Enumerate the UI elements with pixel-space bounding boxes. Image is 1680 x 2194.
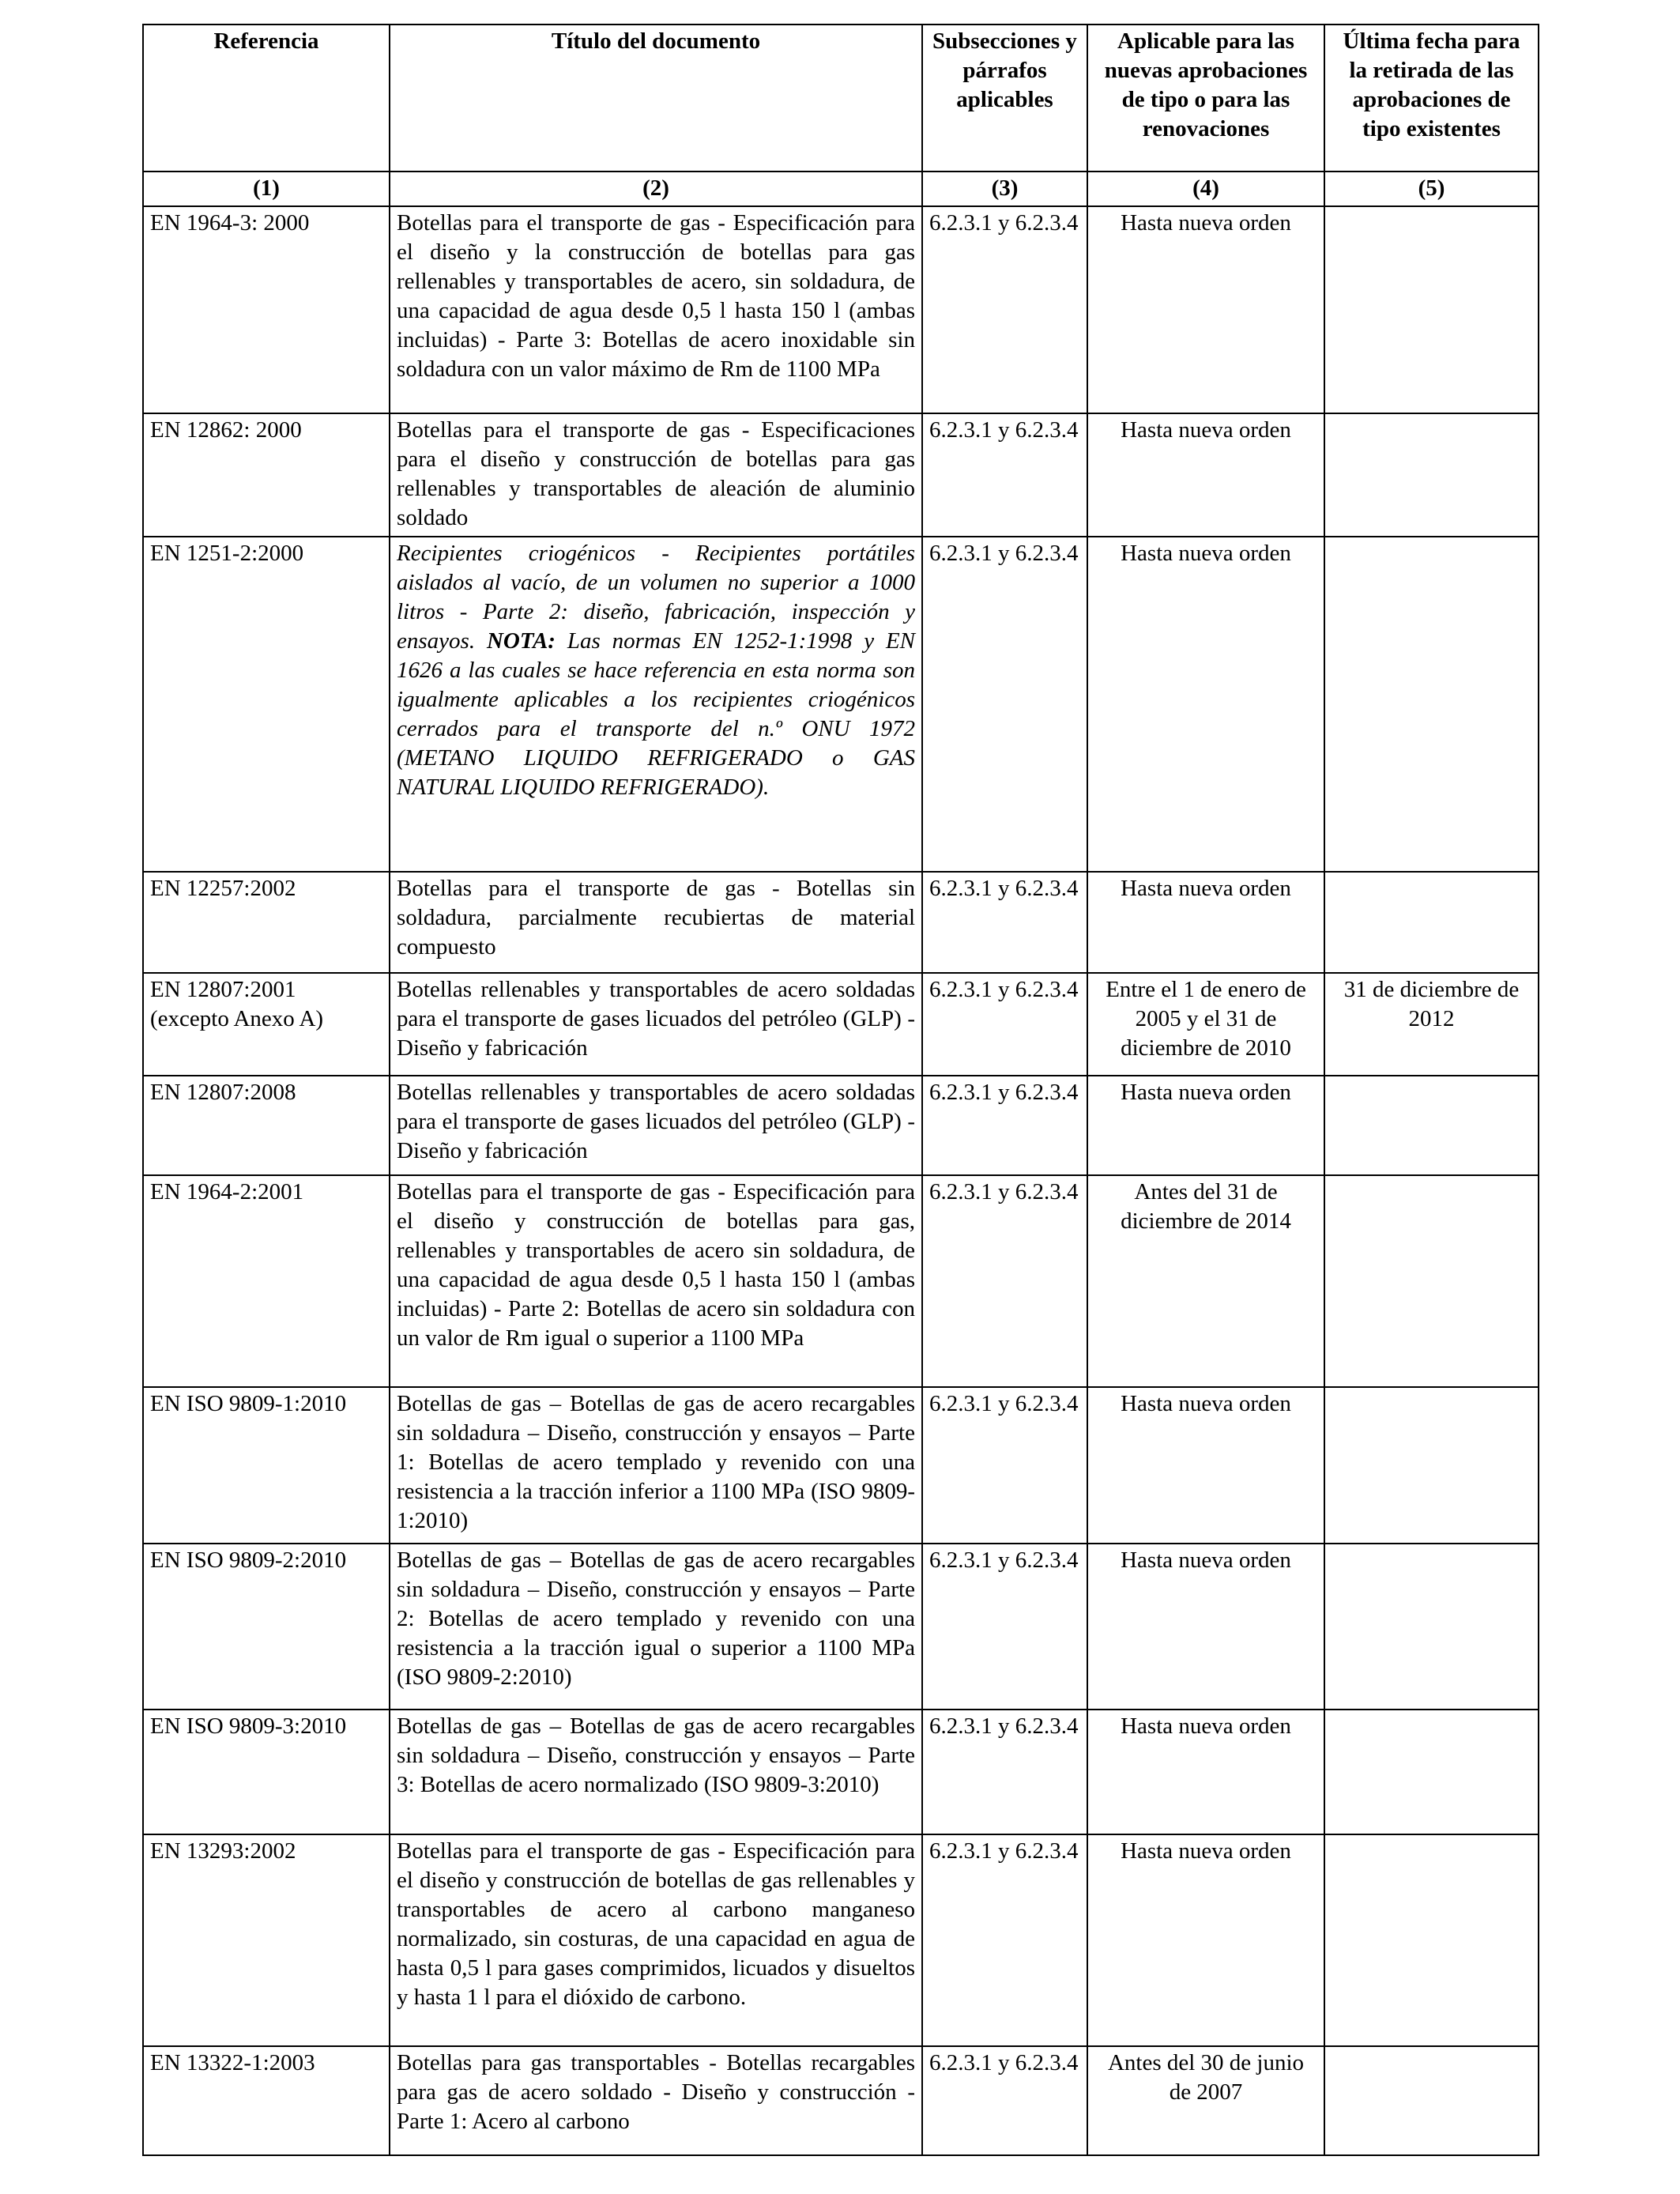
subsections-cell: 6.2.3.1 y 6.2.3.4 bbox=[922, 537, 1087, 872]
subsections-cell: 6.2.3.1 y 6.2.3.4 bbox=[922, 1710, 1087, 1834]
last-date-cell bbox=[1324, 1544, 1539, 1710]
title-cell: Botellas rellenables y transportables de acero soldadas para el transporte de gases licuados del petróleo (GLP) - Diseño y fabricación bbox=[390, 973, 922, 1076]
title-cell bbox=[390, 537, 922, 872]
reference-cell: EN 12257:2002 bbox=[143, 872, 390, 973]
applicable-cell: Hasta nueva orden bbox=[1087, 1387, 1324, 1544]
last-date-cell bbox=[1324, 2046, 1539, 2155]
header-referencia: Referencia bbox=[143, 25, 390, 172]
table-row bbox=[143, 537, 1539, 872]
last-date-cell bbox=[1324, 1076, 1539, 1175]
title-cell: Botellas para el transporte de gas - Especificación para el diseño y construcción de botellas para gas, rellenables y transportables de acero sin soldadura, de una capacidad de agua desde 0,5 l hasta 150 l (ambas incluidas) - Parte 2: Botellas de acero sin soldadura con un valor de Rm igual o superior a 1100 MPa bbox=[390, 1175, 922, 1387]
title-cell: Botellas para el transporte de gas - Especificación para el diseño y la construcción de botellas para gas rellenables y transportables de acero, sin soldadura, de una capacidad de agua desde 0,5 l hasta 150 l (ambas incluidas) - Parte 3: Botellas de acero inoxidable sin soldadura con un valor máximo de Rm de 1100 MPa bbox=[390, 206, 922, 413]
last-date-cell bbox=[1324, 872, 1539, 973]
table-row bbox=[143, 872, 1539, 973]
applicable-cell: Hasta nueva orden bbox=[1087, 1710, 1324, 1834]
column-number: (2) bbox=[390, 172, 922, 206]
reference-cell: EN 13322-1:2003 bbox=[143, 2046, 390, 2155]
title-cell: Botellas de gas – Botellas de gas de acero recargables sin soldadura – Diseño, construcción y ensayos – Parte 1: Botellas de acero templado y revenido con una resistencia a la tracción inferior a 1100 MPa (ISO 9809-1:2010) bbox=[390, 1387, 922, 1544]
subsections-cell: 6.2.3.1 y 6.2.3.4 bbox=[922, 1834, 1087, 2046]
column-number-row bbox=[143, 172, 1539, 206]
column-number: (3) bbox=[922, 172, 1087, 206]
applicable-cell: Hasta nueva orden bbox=[1087, 206, 1324, 413]
last-date-cell bbox=[1324, 1175, 1539, 1387]
applicable-cell: Entre el 1 de enero de 2005 y el 31 de diciembre de 2010 bbox=[1087, 973, 1324, 1076]
reference-cell: EN 1251-2:2000 bbox=[143, 537, 390, 872]
title-cell: Botellas para gas transportables - Botellas recargables para gas de acero soldado - Diseño y construcción - Parte 1: Acero al carbono bbox=[390, 2046, 922, 2155]
column-number: (5) bbox=[1324, 172, 1539, 206]
column-number: (4) bbox=[1087, 172, 1324, 206]
subsections-cell: 6.2.3.1 y 6.2.3.4 bbox=[922, 1544, 1087, 1710]
table-row bbox=[143, 1076, 1539, 1175]
table-row bbox=[143, 413, 1539, 537]
subsections-cell: 6.2.3.1 y 6.2.3.4 bbox=[922, 206, 1087, 413]
applicable-cell: Hasta nueva orden bbox=[1087, 1544, 1324, 1710]
column-number: (1) bbox=[143, 172, 390, 206]
subsections-cell: 6.2.3.1 y 6.2.3.4 bbox=[922, 413, 1087, 537]
reference-cell: EN ISO 9809-3:2010 bbox=[143, 1710, 390, 1834]
subsections-cell: 6.2.3.1 y 6.2.3.4 bbox=[922, 973, 1087, 1076]
subsections-cell: 6.2.3.1 y 6.2.3.4 bbox=[922, 2046, 1087, 2155]
table-row bbox=[143, 1834, 1539, 2046]
header-ultima-fecha: Última fecha para la retirada de las aprobaciones de tipo existentes bbox=[1324, 25, 1539, 172]
subsections-cell: 6.2.3.1 y 6.2.3.4 bbox=[922, 872, 1087, 973]
applicable-cell: Hasta nueva orden bbox=[1087, 413, 1324, 537]
subsections-cell: 6.2.3.1 y 6.2.3.4 bbox=[922, 1076, 1087, 1175]
title-cell: Botellas para el transporte de gas - Botellas sin soldadura, parcialmente recubiertas de material compuesto bbox=[390, 872, 922, 973]
reference-cell: EN ISO 9809-2:2010 bbox=[143, 1544, 390, 1710]
nota-label: NOTA: bbox=[486, 628, 556, 654]
last-date-cell bbox=[1324, 206, 1539, 413]
subsections-cell: 6.2.3.1 y 6.2.3.4 bbox=[922, 1387, 1087, 1544]
last-date-cell bbox=[1324, 1710, 1539, 1834]
reference-cell: EN ISO 9809-1:2010 bbox=[143, 1387, 390, 1544]
reference-cell: EN 1964-2:2001 bbox=[143, 1175, 390, 1387]
header-titulo: Título del documento bbox=[390, 25, 922, 172]
header-aplicable: Aplicable para las nuevas aprobaciones de tipo o para las renovaciones bbox=[1087, 25, 1324, 172]
title-text: Recipientes criogénicos - Recipientes portátiles aislados al vacío, de un volumen no superior a 1000 litros - Parte 2: diseño, fabricación, inspección y ensayos. bbox=[397, 541, 915, 654]
title-cell: Botellas para el transporte de gas - Especificación para el diseño y construcción de botellas de gas rellenables y transportables de acero al carbono manganeso normalizado, sin costuras, de una capacidad en agua de hasta 0,5 l para gases comprimidos, licuados y disueltos y hasta 1 l para el dióxido de carbono. bbox=[390, 1834, 922, 2046]
table-row bbox=[143, 2046, 1539, 2155]
table-row bbox=[143, 1175, 1539, 1387]
applicable-cell: Antes del 30 de junio de 2007 bbox=[1087, 2046, 1324, 2155]
subsections-cell: 6.2.3.1 y 6.2.3.4 bbox=[922, 1175, 1087, 1387]
table-row bbox=[143, 973, 1539, 1076]
applicable-cell: Hasta nueva orden bbox=[1087, 872, 1324, 973]
table-row bbox=[143, 1387, 1539, 1544]
title-cell: Botellas de gas – Botellas de gas de acero recargables sin soldadura – Diseño, construcción y ensayos – Parte 2: Botellas de acero templado y revenido con una resistencia a la tracción igual o superior a 1100 MPa (ISO 9809-2:2010) bbox=[390, 1544, 922, 1710]
applicable-cell: Hasta nueva orden bbox=[1087, 1834, 1324, 2046]
reference-cell: EN 13293:2002 bbox=[143, 1834, 390, 2046]
reference-cell bbox=[143, 973, 390, 1076]
title-cell: Botellas para el transporte de gas - Especificaciones para el diseño y construcción de botellas para gas rellenables y transportables de aleación de aluminio soldado bbox=[390, 413, 922, 537]
last-date-cell bbox=[1324, 413, 1539, 537]
last-date-cell bbox=[1324, 537, 1539, 872]
title-cell: Botellas rellenables y transportables de acero soldadas para el transporte de gases licuados del petróleo (GLP) - Diseño y fabricación bbox=[390, 1076, 922, 1175]
reference-text: EN 12807:2001 bbox=[150, 977, 296, 1002]
reference-note: (excepto Anexo A) bbox=[150, 1006, 324, 1031]
header-row bbox=[143, 25, 1539, 172]
last-date-cell: 31 de diciembre de 2012 bbox=[1324, 973, 1539, 1076]
header-subsecciones: Subsecciones y párrafos aplicables bbox=[922, 25, 1087, 172]
table-row bbox=[143, 206, 1539, 413]
applicable-cell: Antes del 31 de diciembre de 2014 bbox=[1087, 1175, 1324, 1387]
last-date-cell bbox=[1324, 1834, 1539, 2046]
nota-text: Las normas EN 1252-1:1998 y EN 1626 a las cuales se hace referencia en esta norma son igualmente aplicables a los recipientes criogénicos cerrados para el transporte del n.º ONU 1972 (METANO LIQUIDO REFRIGERADO o GAS NATURAL LIQUIDO REFRIGERADO). bbox=[397, 628, 916, 800]
table-row bbox=[143, 1710, 1539, 1834]
reference-cell: EN 12862: 2000 bbox=[143, 413, 390, 537]
reference-cell: EN 1964-3: 2000 bbox=[143, 206, 390, 413]
reference-cell: EN 12807:2008 bbox=[143, 1076, 390, 1175]
applicable-cell: Hasta nueva orden bbox=[1087, 1076, 1324, 1175]
standards-table bbox=[142, 24, 1539, 2156]
title-cell: Botellas de gas – Botellas de gas de acero recargables sin soldadura – Diseño, construcción y ensayos – Parte 3: Botellas de acero normalizado (ISO 9809-3:2010) bbox=[390, 1710, 922, 1834]
last-date-cell bbox=[1324, 1387, 1539, 1544]
table-row bbox=[143, 1544, 1539, 1710]
applicable-cell: Hasta nueva orden bbox=[1087, 537, 1324, 872]
